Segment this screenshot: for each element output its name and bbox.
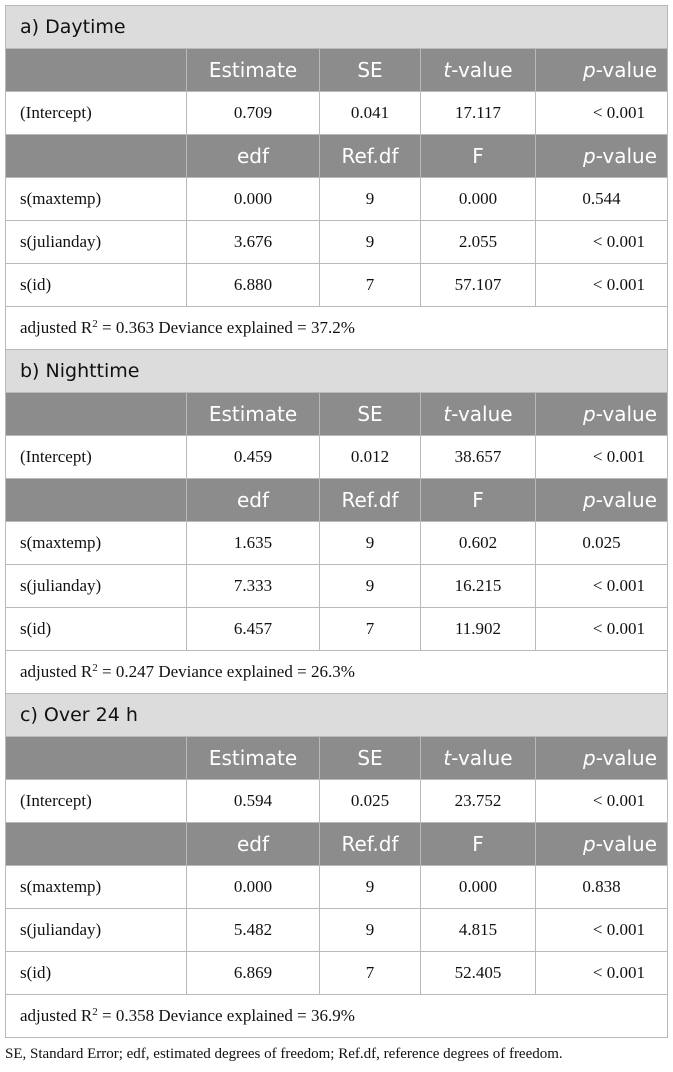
header-p-value: p-value xyxy=(536,393,668,436)
model-fit-note: adjusted $R^2 = 0.363$ Deviance explained = 37.2% xyxy=(6,307,668,350)
cell-t-value: 23.752 xyxy=(421,780,536,823)
cell-ref-df: 9 xyxy=(320,909,421,952)
header-empty-cell xyxy=(6,393,187,436)
table-row xyxy=(6,565,668,608)
cell-f: 16.215 xyxy=(421,565,536,608)
row-label: s(id) xyxy=(6,952,187,995)
header-p-value: p-value xyxy=(536,479,668,522)
model-fit-note: adjusted $R^2 = 0.247$ Deviance explained = 26.3% xyxy=(6,651,668,694)
cell-estimate: 0.709 xyxy=(187,92,320,135)
header-empty-cell xyxy=(6,823,187,866)
header-se: SE xyxy=(320,737,421,780)
row-label: s(maxtemp) xyxy=(6,522,187,565)
header-edf: edf xyxy=(187,479,320,522)
cell-se: 0.041 xyxy=(320,92,421,135)
header-se: SE xyxy=(320,393,421,436)
header-estimate: Estimate xyxy=(187,737,320,780)
table-row xyxy=(6,952,668,995)
header-ref-df: Ref.df xyxy=(320,823,421,866)
section-title: a) Daytime xyxy=(6,6,668,49)
row-label: s(maxtemp) xyxy=(6,178,187,221)
header-p-value: p-value xyxy=(536,737,668,780)
results-table-container xyxy=(5,5,667,1038)
cell-se: 0.025 xyxy=(320,780,421,823)
cell-ref-df: 7 xyxy=(320,608,421,651)
table-row xyxy=(6,264,668,307)
cell-p-value: < 0.001 xyxy=(536,608,668,651)
header-t-value: t-value xyxy=(421,737,536,780)
cell-ref-df: 7 xyxy=(320,264,421,307)
header-p-value: p-value xyxy=(536,823,668,866)
row-label: s(julianday) xyxy=(6,221,187,264)
cell-f: 52.405 xyxy=(421,952,536,995)
smooth-header-row xyxy=(6,823,668,866)
row-label: s(julianday) xyxy=(6,565,187,608)
header-edf: edf xyxy=(187,823,320,866)
header-t-value: t-value xyxy=(421,393,536,436)
section-header-nighttime xyxy=(6,350,668,393)
parametric-header-row xyxy=(6,49,668,92)
header-estimate: Estimate xyxy=(187,49,320,92)
header-t-value: t-value xyxy=(421,49,536,92)
header-empty-cell xyxy=(6,479,187,522)
cell-edf: 5.482 xyxy=(187,909,320,952)
cell-edf: 6.869 xyxy=(187,952,320,995)
cell-estimate: 0.594 xyxy=(187,780,320,823)
cell-t-value: 38.657 xyxy=(421,436,536,479)
cell-ref-df: 9 xyxy=(320,866,421,909)
cell-f: 11.902 xyxy=(421,608,536,651)
cell-f: 2.055 xyxy=(421,221,536,264)
row-label: s(maxtemp) xyxy=(6,866,187,909)
header-f: F xyxy=(421,823,536,866)
cell-p-value: 0.838 xyxy=(536,866,668,909)
section-header-over-24h xyxy=(6,694,668,737)
cell-f: 0.000 xyxy=(421,178,536,221)
table-row xyxy=(6,522,668,565)
cell-ref-df: 9 xyxy=(320,221,421,264)
cell-estimate: 0.459 xyxy=(187,436,320,479)
table-row xyxy=(6,866,668,909)
cell-f: 4.815 xyxy=(421,909,536,952)
row-label: s(id) xyxy=(6,264,187,307)
smooth-header-row xyxy=(6,479,668,522)
header-p-value: p-value xyxy=(536,49,668,92)
header-ref-df: Ref.df xyxy=(320,479,421,522)
model-fit-row xyxy=(6,651,668,694)
cell-p-value: < 0.001 xyxy=(536,92,668,135)
cell-edf: 0.000 xyxy=(187,866,320,909)
cell-ref-df: 9 xyxy=(320,565,421,608)
row-label: s(julianday) xyxy=(6,909,187,952)
cell-edf: 6.880 xyxy=(187,264,320,307)
header-p-value: p-value xyxy=(536,135,668,178)
section-title: c) Over 24 h xyxy=(6,694,668,737)
cell-f: 0.000 xyxy=(421,866,536,909)
header-empty-cell xyxy=(6,49,187,92)
cell-p-value: < 0.001 xyxy=(536,909,668,952)
header-empty-cell xyxy=(6,737,187,780)
cell-edf: 7.333 xyxy=(187,565,320,608)
smooth-header-row xyxy=(6,135,668,178)
cell-p-value: 0.544 xyxy=(536,178,668,221)
row-label: (Intercept) xyxy=(6,92,187,135)
header-se: SE xyxy=(320,49,421,92)
cell-edf: 1.635 xyxy=(187,522,320,565)
cell-edf: 0.000 xyxy=(187,178,320,221)
table-row xyxy=(6,221,668,264)
header-ref-df: Ref.df xyxy=(320,135,421,178)
header-edf: edf xyxy=(187,135,320,178)
row-label: (Intercept) xyxy=(6,436,187,479)
cell-f: 57.107 xyxy=(421,264,536,307)
parametric-header-row xyxy=(6,393,668,436)
table-row xyxy=(6,92,668,135)
table-row xyxy=(6,780,668,823)
table-row xyxy=(6,178,668,221)
table-row xyxy=(6,608,668,651)
table-footnote: SE, Standard Error; edf, estimated degrees of freedom; Ref.df, reference degrees of freedom. xyxy=(5,1046,563,1062)
cell-ref-df: 9 xyxy=(320,178,421,221)
cell-ref-df: 7 xyxy=(320,952,421,995)
section-header-daytime xyxy=(6,6,668,49)
header-f: F xyxy=(421,135,536,178)
cell-p-value: < 0.001 xyxy=(536,264,668,307)
cell-f: 0.602 xyxy=(421,522,536,565)
cell-p-value: < 0.001 xyxy=(536,565,668,608)
cell-p-value: < 0.001 xyxy=(536,221,668,264)
table-row xyxy=(6,909,668,952)
header-f: F xyxy=(421,479,536,522)
gam-results-table xyxy=(5,5,668,1038)
cell-p-value: < 0.001 xyxy=(536,436,668,479)
cell-edf: 3.676 xyxy=(187,221,320,264)
row-label: (Intercept) xyxy=(6,780,187,823)
section-title: b) Nighttime xyxy=(6,350,668,393)
table-row xyxy=(6,436,668,479)
row-label: s(id) xyxy=(6,608,187,651)
parametric-header-row xyxy=(6,737,668,780)
header-estimate: Estimate xyxy=(187,393,320,436)
cell-t-value: 17.117 xyxy=(421,92,536,135)
model-fit-row xyxy=(6,307,668,350)
model-fit-row xyxy=(6,995,668,1038)
cell-p-value: < 0.001 xyxy=(536,952,668,995)
model-fit-note: adjusted $R^2 = 0.358$ Deviance explained = 36.9% xyxy=(6,995,668,1038)
cell-edf: 6.457 xyxy=(187,608,320,651)
cell-p-value: 0.025 xyxy=(536,522,668,565)
cell-ref-df: 9 xyxy=(320,522,421,565)
header-empty-cell xyxy=(6,135,187,178)
cell-se: 0.012 xyxy=(320,436,421,479)
cell-p-value: < 0.001 xyxy=(536,780,668,823)
